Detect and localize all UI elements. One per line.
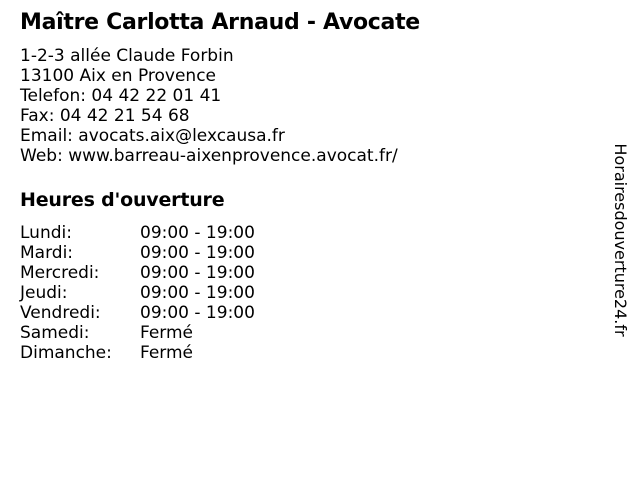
hours-row-saturday: [20, 323, 600, 343]
day-label: Jeudi:: [20, 283, 68, 303]
hours-row-thursday: [20, 283, 600, 303]
opening-hours-table: [20, 223, 600, 363]
day-label: Samedi:: [20, 323, 90, 343]
time-value: Fermé: [140, 343, 194, 363]
address-line-2: 13100 Aix en Provence: [20, 66, 217, 86]
business-info-page: [20, 10, 600, 363]
address-line-1: 1-2-3 allée Claude Forbin: [20, 46, 234, 66]
day-label: Mercredi:: [20, 263, 100, 283]
time-value: 09:00 - 19:00: [140, 303, 255, 323]
fax-line: Fax: 04 42 21 54 68: [20, 106, 190, 126]
page-title: Maître Carlotta Arnaud - Avocate: [20, 10, 420, 35]
day-label: Mardi:: [20, 243, 74, 263]
contact-info: [20, 46, 600, 166]
hours-row-tuesday: [20, 243, 600, 263]
hours-row-sunday: [20, 343, 600, 363]
hours-row-wednesday: [20, 263, 600, 283]
phone-line: Telefon: 04 42 22 01 41: [20, 86, 222, 106]
time-value: 09:00 - 19:00: [140, 243, 255, 263]
watermark-vertical-text: Horairesdouverture24.fr: [611, 143, 630, 337]
time-value: 09:00 - 19:00: [140, 283, 255, 303]
time-value: 09:00 - 19:00: [140, 263, 255, 283]
website-line: Web: www.barreau-aixenprovence.avocat.fr/: [20, 146, 398, 166]
opening-hours-heading: Heures d'ouverture: [20, 189, 225, 211]
hours-row-monday: [20, 223, 600, 243]
day-label: Lundi:: [20, 223, 72, 243]
time-value: Fermé: [140, 323, 194, 343]
hours-row-friday: [20, 303, 600, 323]
email-line: Email: avocats.aix@lexcausa.fr: [20, 126, 285, 146]
time-value: 09:00 - 19:00: [140, 223, 255, 243]
day-label: Vendredi:: [20, 303, 101, 323]
day-label: Dimanche:: [20, 343, 112, 363]
